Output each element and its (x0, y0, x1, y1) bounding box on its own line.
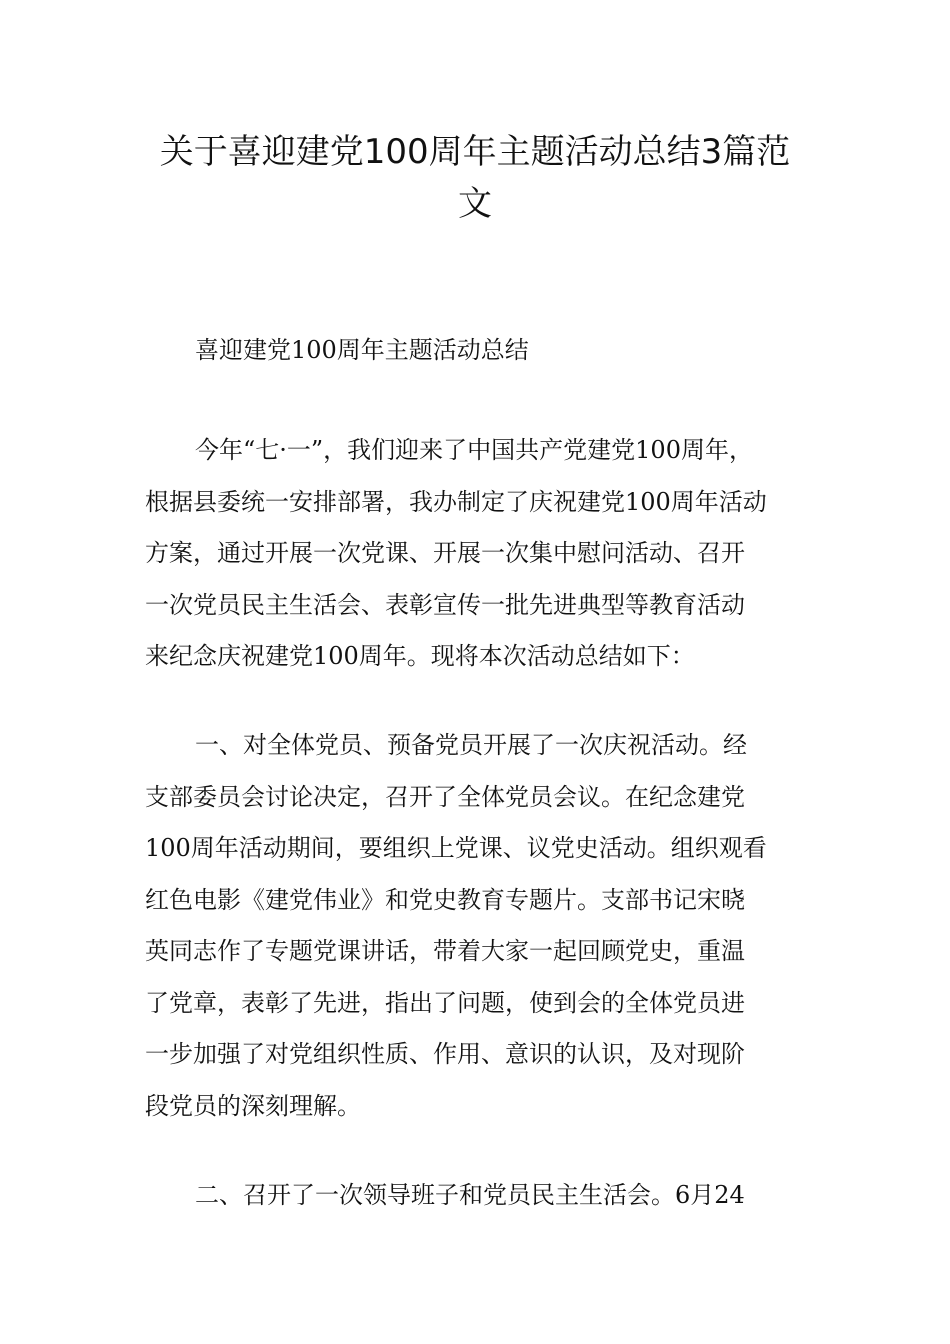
title-line-1: 关于喜迎建党100周年主题活动总结3篇范 (159, 132, 791, 172)
section-subtitle: 喜迎建党100周年主题活动总结 (195, 336, 529, 364)
paragraph-intro (145, 425, 810, 683)
paragraph-section-one (145, 720, 810, 1132)
text-line: 段党员的深刻理解。 (145, 1091, 361, 1120)
title-line-2: 文 (458, 184, 492, 224)
text-line: 支部委员会讨论决定，召开了全体党员会议。在纪念建党 (145, 782, 745, 811)
text-line: 英同志作了专题党课讲话，带着大家一起回顾党史，重温 (145, 937, 745, 965)
document-title (130, 126, 820, 230)
text-line: 来纪念庆祝建党100周年。现将本次活动总结如下： (145, 642, 695, 670)
text-line: 100周年活动期间，要组织上党课、议党史活动。组织观看 (145, 834, 767, 862)
paragraph-section-two (145, 1170, 810, 1222)
text-line: 红色电影《建党伟业》和党史教育专题片。支部书记宋晓 (145, 885, 745, 914)
text-line: 今年“七·一”，我们迎来了中国共产党建党100周年， (195, 436, 753, 464)
text-line: 根据县委统一安排部署，我办制定了庆祝建党100周年活动 (145, 487, 767, 516)
text-line: 方案，通过开展一次党课、开展一次集中慰问活动、召开 (145, 539, 745, 567)
text-line: 一次党员民主生活会、表彰宣传一批先进典型等教育活动 (145, 590, 745, 619)
text-line: 二、召开了一次领导班子和党员民主生活会。6月24 (195, 1181, 745, 1209)
text-line: 了党章，表彰了先进，指出了问题，使到会的全体党员进 (145, 988, 745, 1017)
text-line: 一、对全体党员、预备党员开展了一次庆祝活动。经 (195, 731, 747, 759)
text-line: 一步加强了对党组织性质、作用、意识的认识，及对现阶 (145, 1040, 745, 1068)
